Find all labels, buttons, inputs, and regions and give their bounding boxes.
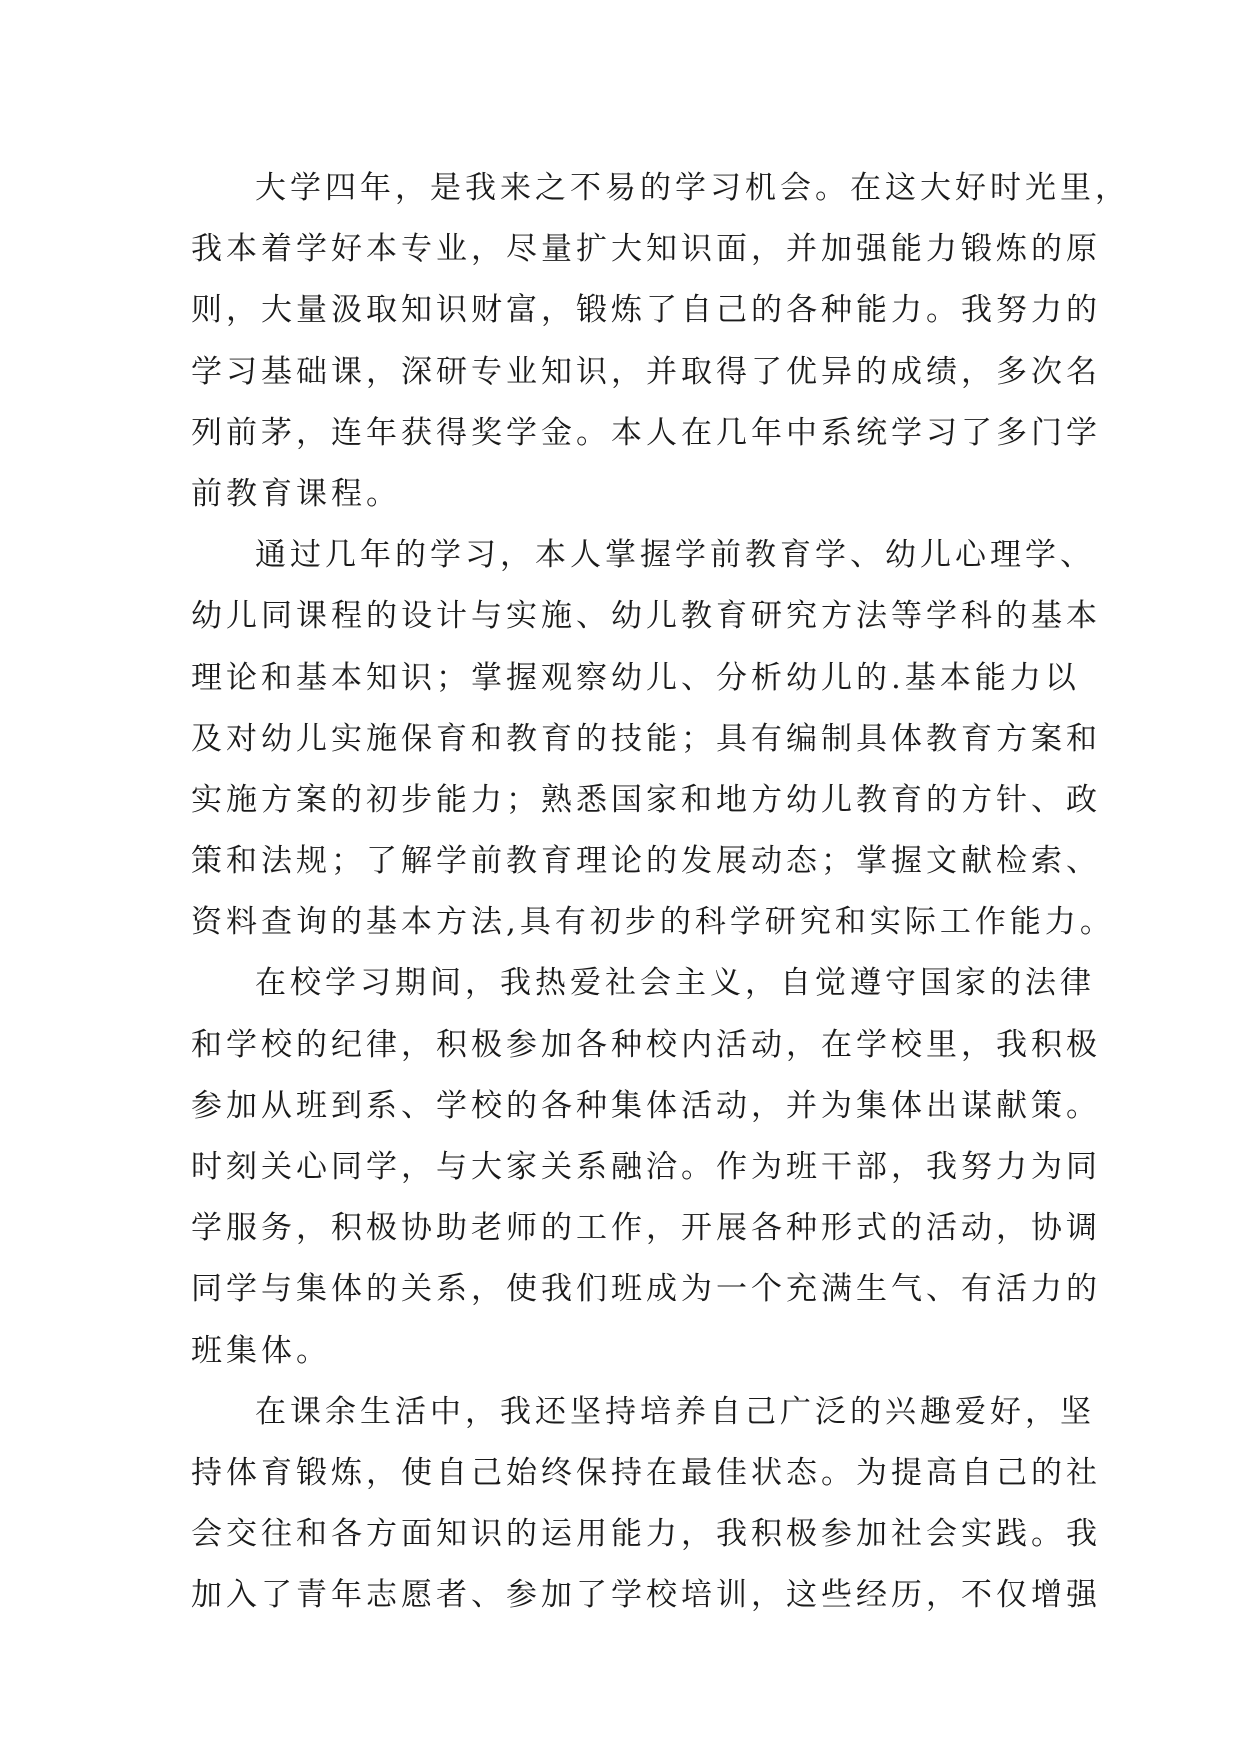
paragraph-4-line-2: 持体育锻炼，使自己始终保持在最佳状态。为提高自己的社 xyxy=(191,1454,1101,1491)
paragraph-3-line-7: 班集体。 xyxy=(191,1332,331,1369)
paragraph-2-line-1: 通过几年的学习，本人掌握学前教育学、幼儿心理学、 xyxy=(255,537,1095,574)
paragraph-1-line-4: 学习基础课，深研专业知识，并取得了优异的成绩，多次名 xyxy=(191,353,1101,390)
paragraph-1-line-5: 列前茅，连年获得奖学金。本人在几年中系统学习了多门学 xyxy=(191,414,1101,451)
document-body xyxy=(191,158,1130,1627)
paragraph-3-line-3: 参加从班到系、学校的各种集体活动，并为集体出谋献策。 xyxy=(191,1087,1101,1124)
paragraph-2-line-5: 实施方案的初步能力；熟悉国家和地方幼儿教育的方针、政 xyxy=(191,781,1101,818)
paragraph-2-line-6: 策和法规；了解学前教育理论的发展动态；掌握文献检索、 xyxy=(191,843,1101,880)
paragraph-3-line-5: 学服务，积极协助老师的工作，开展各种形式的活动，协调 xyxy=(191,1210,1101,1247)
paragraph-4-line-1: 在课余生活中，我还坚持培养自己广泛的兴趣爱好，坚 xyxy=(255,1393,1095,1430)
paragraph-2-line-2: 幼儿同课程的设计与实施、幼儿教育研究方法等学科的基本 xyxy=(191,598,1101,635)
paragraph-3-line-4: 时刻关心同学，与大家关系融洽。作为班干部，我努力为同 xyxy=(191,1149,1101,1185)
paragraph-1-line-1: 大学四年，是我来之不易的学习机会。在这大好时光里， xyxy=(255,170,1130,206)
paragraph-1-line-6: 前教育课程。 xyxy=(191,475,401,512)
paragraph-1-line-2: 我本着学好本专业，尽量扩大知识面，并加强能力锻炼的原 xyxy=(191,231,1101,268)
paragraph-3-line-1: 在校学习期间，我热爱社会主义，自觉遵守国家的法律 xyxy=(255,965,1095,1002)
paragraph-1-line-3: 则，大量汲取知识财富，锻炼了自己的各种能力。我努力的 xyxy=(191,292,1101,329)
paragraph-2-line-3: 理论和基本知识；掌握观察幼儿、分析幼儿的.基本能力以 xyxy=(191,659,1080,696)
paragraph-3-line-6: 同学与集体的关系，使我们班成为一个充满生气、有活力的 xyxy=(191,1271,1101,1308)
paragraph-4-line-4: 加入了青年志愿者、参加了学校培训，这些经历，不仅增强 xyxy=(191,1577,1101,1614)
paragraph-2-line-4: 及对幼儿实施保育和教育的技能；具有编制具体教育方案和 xyxy=(191,720,1101,757)
paragraph-4-line-3: 会交往和各方面知识的运用能力，我积极参加社会实践。我 xyxy=(191,1516,1101,1553)
paragraph-3-line-2: 和学校的纪律，积极参加各种校内活动，在学校里，我积极 xyxy=(191,1026,1101,1063)
paragraph-2-line-7: 资料查询的基本方法,具有初步的科学研究和实际工作能力。 xyxy=(191,904,1115,941)
